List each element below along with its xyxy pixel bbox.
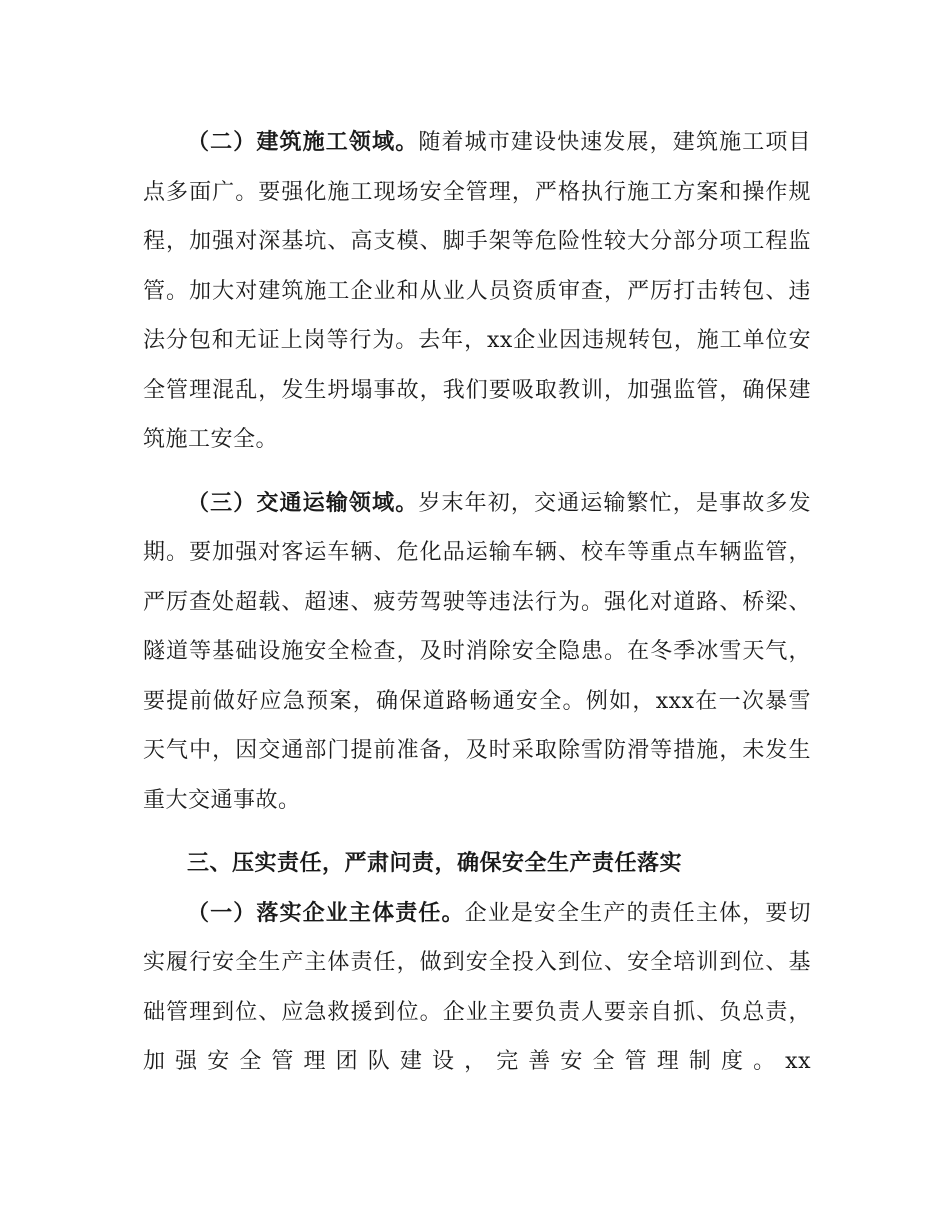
paragraph-construction: [143, 118, 811, 465]
document-page: [143, 118, 811, 1087]
paragraph-body: 岁末年初，交通运输繁忙，是事故多发期。要加强对客运车辆、危化品运输车辆、校车等重点车辆监管，严厉查处超载、超速、疲劳驾驶等违法行为。强化对道路、桥梁、隧道等基础设施安全检查，及时消除安全隐患。在冬季冰雪天气，要提前做好应急预案，确保道路畅通安全。例如，xxx在一次暴雪天气中，因交通部门提前准备，及时采取除雪防滑等措施，未发生重大交通事故。: [143, 490, 811, 813]
paragraph-lead: （三）交通运输领域。: [187, 490, 419, 516]
paragraph-body: 企业是安全生产的责任主体，要切实履行安全生产主体责任，做到安全投入到位、安全培训到位、基础管理到位、应急救援到位。企业主要负责人要亲自抓、负总责，加强安全管理团队建设，完善安全管理制度。xx: [143, 900, 811, 1074]
paragraph-lead: （二）建筑施工领域。: [187, 130, 419, 155]
paragraph-enterprise-responsibility: [143, 889, 811, 1087]
paragraph-lead: （一）落实企业主体责任。: [187, 900, 465, 926]
section-heading: 三、压实责任，严肃问责，确保安全生产责任落实: [187, 851, 683, 876]
paragraph-body: 随着城市建设快速发展，建筑施工项目点多面广。要强化施工现场安全管理，严格执行施工方案和操作规程，加强对深基坑、高支模、脚手架等危险性较大分部分项工程监管。加大对建筑施工企业和从业人员资质审查，严厉打击转包、违法分包和无证上岗等行为。去年，xx企业因违规转包，施工单位安全管理混乱，发生坍塌事故，我们要吸取教训，加强监管，确保建筑施工安全。: [143, 130, 811, 452]
paragraph-transport: [143, 479, 811, 826]
